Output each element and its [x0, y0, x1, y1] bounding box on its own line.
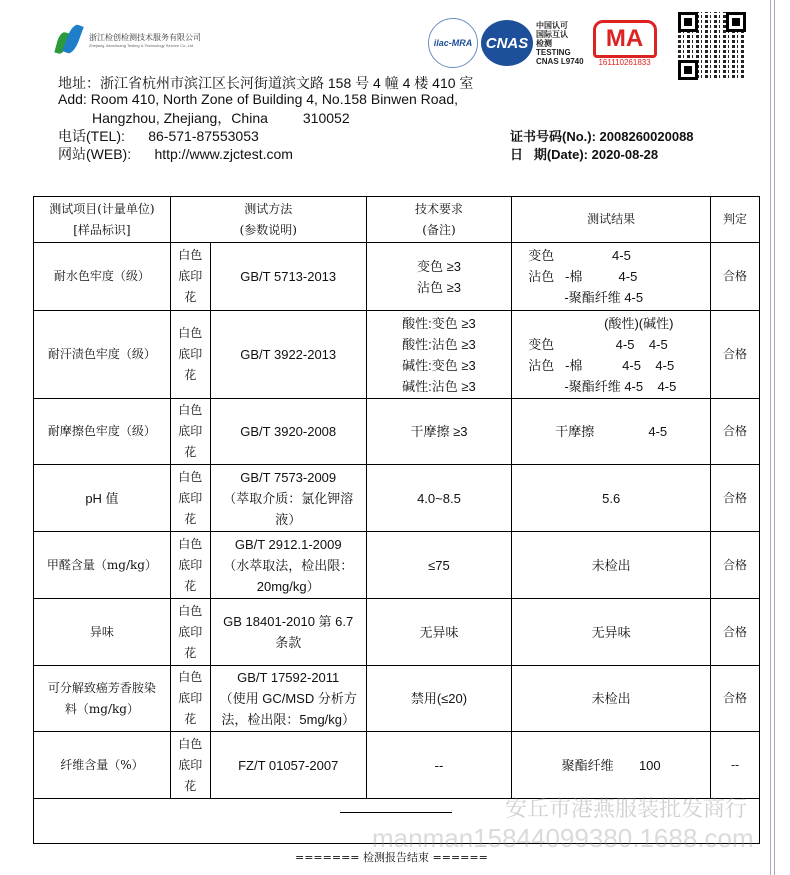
requirement: 禁用(≤20) — [366, 666, 512, 732]
requirement: -- — [366, 732, 512, 799]
test-item: 耐汗渍色牢度（级） — [34, 311, 171, 399]
test-method: GB/T 3922-2013 — [210, 311, 366, 399]
report-end-marker: ======= 检测报告结束 ====== — [295, 851, 488, 864]
watermark-url: manman15844099380.1688.com — [372, 823, 754, 853]
test-item: 耐摩擦色牢度（级） — [34, 399, 171, 465]
verdict: 合格 — [711, 311, 760, 399]
watermark-shop-name: 安丘市港燕服装批发商行 — [505, 796, 748, 821]
sample-id: 白色 底印 花 — [170, 666, 210, 732]
test-result: 干摩擦 4-5 — [512, 399, 711, 465]
sample-id: 白色 底印 花 — [170, 732, 210, 799]
sample-id: 白色 底印 花 — [170, 465, 210, 532]
website: 网站(WEB): http://www.zjctest.com — [58, 146, 293, 162]
test-result: (酸性)(碱性) 变色 4-5 4-5 沾色 -棉 4-5 4-5 -聚酯纤维 4-5 4-5 — [512, 311, 711, 399]
leaf-logo-icon — [55, 24, 83, 56]
company-name-cn: 浙江检创检测技术服务有限公司 — [89, 33, 201, 42]
test-result: 5.6 — [512, 465, 711, 532]
table-row — [34, 465, 760, 532]
test-result: 变色 4-5 沾色 -棉 4-5 -聚酯纤维 4-5 — [512, 243, 711, 311]
requirement: 变色 ≥3 沾色 ≥3 — [366, 243, 512, 311]
telephone: 电话(TEL): 86-571-87553053 — [58, 128, 259, 144]
sample-id: 白色 底印 花 — [170, 311, 210, 399]
certification-logos — [428, 18, 657, 68]
test-method: GB/T 2912.1-2009 （水萃取法，检出限： 20mg/kg） — [210, 532, 366, 599]
verdict: 合格 — [711, 532, 760, 599]
table-row — [34, 532, 760, 599]
report-date: 日 期(Date): 2020-08-28 — [510, 147, 659, 162]
test-item: 纤维含量（%） — [34, 732, 171, 799]
verdict: 合格 — [711, 399, 760, 465]
address-en-1: Add: Room 410, North Zone of Building 4, No.158 Binwen Road, — [58, 91, 459, 107]
requirement: 4.0~8.5 — [366, 465, 512, 532]
requirement: 无异味 — [366, 599, 512, 666]
header-method: 测试方法 (参数说明) — [170, 197, 366, 243]
table-row — [34, 399, 760, 465]
header-verdict: 判定 — [711, 197, 760, 243]
test-method: GB/T 7573-2009 （萃取介质：氯化钾溶 液） — [210, 465, 366, 532]
requirement: ≤75 — [366, 532, 512, 599]
ilac-mra-logo: ilac-MRA — [428, 18, 478, 68]
verdict: 合格 — [711, 243, 760, 311]
cnas-logo: CNAS — [481, 20, 533, 66]
test-result: 未检出 — [512, 666, 711, 732]
test-method: GB 18401-2010 第 6.7 条款 — [210, 599, 366, 666]
header-result: 测试结果 — [512, 197, 711, 243]
test-method: GB/T 5713-2013 — [210, 243, 366, 311]
table-row — [34, 243, 760, 311]
company-logo — [55, 24, 201, 56]
sample-id: 白色 底印 花 — [170, 243, 210, 311]
sample-id: 白色 底印 花 — [170, 399, 210, 465]
test-method: GB/T 3920-2008 — [210, 399, 366, 465]
test-result: 无异味 — [512, 599, 711, 666]
test-item: 耐水色牢度（级） — [34, 243, 171, 311]
test-method: GB/T 17592-2011 （使用 GC/MSD 分析方 法，检出限：5mg/kg） — [210, 666, 366, 732]
sample-id: 白色 底印 花 — [170, 532, 210, 599]
cma-number: 161110261833 — [598, 57, 651, 67]
page-edge — [770, 0, 775, 875]
requirement: 酸性:变色 ≥3 酸性:沾色 ≥3 碱性:变色 ≥3 碱性:沾色 ≥3 — [366, 311, 512, 399]
test-method: FZ/T 01057-2007 — [210, 732, 366, 799]
verdict: 合格 — [711, 666, 760, 732]
qr-code — [678, 12, 746, 80]
test-item: 甲醛含量（mg/kg） — [34, 532, 171, 599]
table-row — [34, 732, 760, 799]
address-en-2: Hangzhou, Zhejiang，China 310052 — [92, 110, 350, 126]
test-result: 未检出 — [512, 532, 711, 599]
address-cn: 地址：浙江省杭州市滨江区长河街道滨文路 158 号 4 幢 4 楼 410 室 — [58, 75, 474, 91]
test-result: 聚酯纤维 100 — [512, 732, 711, 799]
company-name-en: Zhejiang Jianchuang Testing & Technology Service Co.,Ltd — [89, 43, 194, 48]
test-item: 异味 — [34, 599, 171, 666]
header-item: 测试项目(计量单位) [样品标识] — [34, 197, 171, 243]
verdict: 合格 — [711, 599, 760, 666]
sample-id: 白色 底印 花 — [170, 599, 210, 666]
test-item: pH 值 — [34, 465, 171, 532]
results-table — [33, 196, 760, 844]
test-item: 可分解致癌芳香胺染 料（mg/kg） — [34, 666, 171, 732]
requirement: 干摩擦 ≥3 — [366, 399, 512, 465]
signature-line — [340, 812, 452, 813]
cma-logo: MA 161110261833 — [593, 20, 657, 67]
table-row — [34, 666, 760, 732]
verdict: 合格 — [711, 465, 760, 532]
table-row — [34, 311, 760, 399]
verdict: -- — [711, 732, 760, 799]
header-requirement: 技术要求 (备注) — [366, 197, 512, 243]
table-row — [34, 599, 760, 666]
cnas-text: 中国认可 国际互认 检测 TESTING CNAS L9740 — [536, 20, 584, 66]
table-header-row — [34, 197, 760, 243]
certificate-number: 证书号码(No.): 2008260020088 — [510, 129, 694, 144]
